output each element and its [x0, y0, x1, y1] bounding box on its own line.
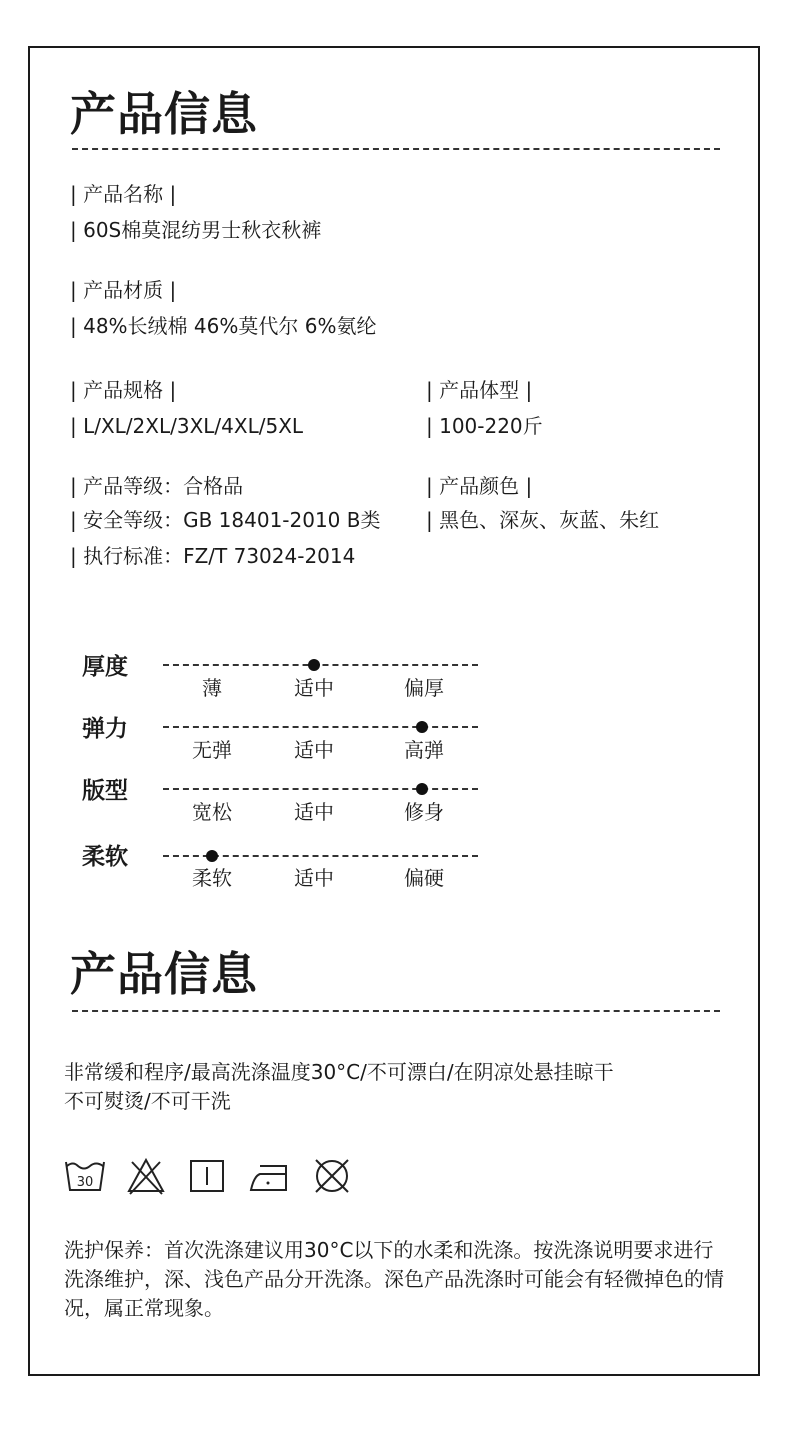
- scale-option: 适中: [294, 800, 334, 824]
- care-line: 非常缓和程序/最高洗涤温度30°C/不可漂白/在阴凉处悬挂晾干: [64, 1060, 614, 1084]
- scale-option: 适中: [294, 866, 334, 890]
- care-instructions: [64, 1058, 734, 1116]
- scale-option: 修身: [404, 800, 444, 824]
- scale-option: 适中: [294, 676, 334, 700]
- product-material-label: | 产品材质 |: [70, 278, 177, 302]
- care-line: 不可熨烫/不可干洗: [64, 1089, 231, 1113]
- no-bleach-icon: [126, 1156, 166, 1196]
- section-title-care-info: 产品信息: [70, 947, 258, 1001]
- line-dry-icon: [188, 1156, 226, 1196]
- no-dry-clean-icon: [312, 1156, 352, 1196]
- scale-indicator: [416, 783, 428, 795]
- safety-grade: | 安全等级：GB 18401-2010 B类: [70, 508, 381, 532]
- product-color-label: | 产品颜色 |: [426, 474, 533, 498]
- title-divider: [72, 148, 720, 150]
- scale-name: 柔软: [82, 844, 128, 870]
- scale-option: 无弹: [192, 738, 232, 762]
- scale-name: 版型: [82, 778, 128, 804]
- wash-30-icon: [64, 1156, 106, 1196]
- section-title-product-info: 产品信息: [70, 87, 258, 141]
- scale-option: 柔软: [192, 866, 232, 890]
- product-name-label: | 产品名称 |: [70, 182, 177, 206]
- scale-option: 偏硬: [404, 866, 444, 890]
- product-material-value: | 48%长绒棉 46%莫代尔 6%氨纶: [70, 314, 377, 338]
- product-size-value: | L/XL/2XL/3XL/4XL/5XL: [70, 414, 304, 438]
- wash-temperature-mark: 30: [76, 1175, 94, 1190]
- scale-name: 弹力: [82, 716, 128, 742]
- scale-indicator: [416, 721, 428, 733]
- product-name-value: | 60S棉莫混纺男士秋衣秋裤: [70, 218, 322, 242]
- scale-option: 偏厚: [404, 676, 444, 700]
- product-color-value: | 黑色、深灰、灰蓝、朱红: [426, 508, 660, 532]
- scale-track: [163, 788, 478, 790]
- scale-option: 高弹: [404, 738, 444, 762]
- scale-name: 厚度: [82, 654, 128, 680]
- scale-option: 适中: [294, 738, 334, 762]
- scale-option: 薄: [202, 676, 222, 700]
- scale-indicator: [206, 850, 218, 862]
- no-iron-icon: [248, 1156, 292, 1196]
- product-body-value: | 100-220斤: [426, 414, 543, 438]
- product-size-label: | 产品规格 |: [70, 378, 177, 402]
- maintenance-text: 洗护保养：首次洗涤建议用30°C以下的水柔和洗涤。按洗涤说明要求进行洗涤维护，深、浅色产品分开洗涤。深色产品洗涤时可能会有轻微掉色的情况，属正常现象。: [64, 1238, 724, 1320]
- scale-track: [163, 726, 478, 728]
- title-divider: [72, 1010, 720, 1012]
- scale-indicator: [308, 659, 320, 671]
- scale-track: [163, 664, 478, 666]
- scale-option: 宽松: [192, 800, 232, 824]
- execution-standard: | 执行标准：FZ/T 73024-2014: [70, 544, 356, 568]
- product-grade: | 产品等级：合格品: [70, 474, 244, 498]
- product-body-label: | 产品体型 |: [426, 378, 533, 402]
